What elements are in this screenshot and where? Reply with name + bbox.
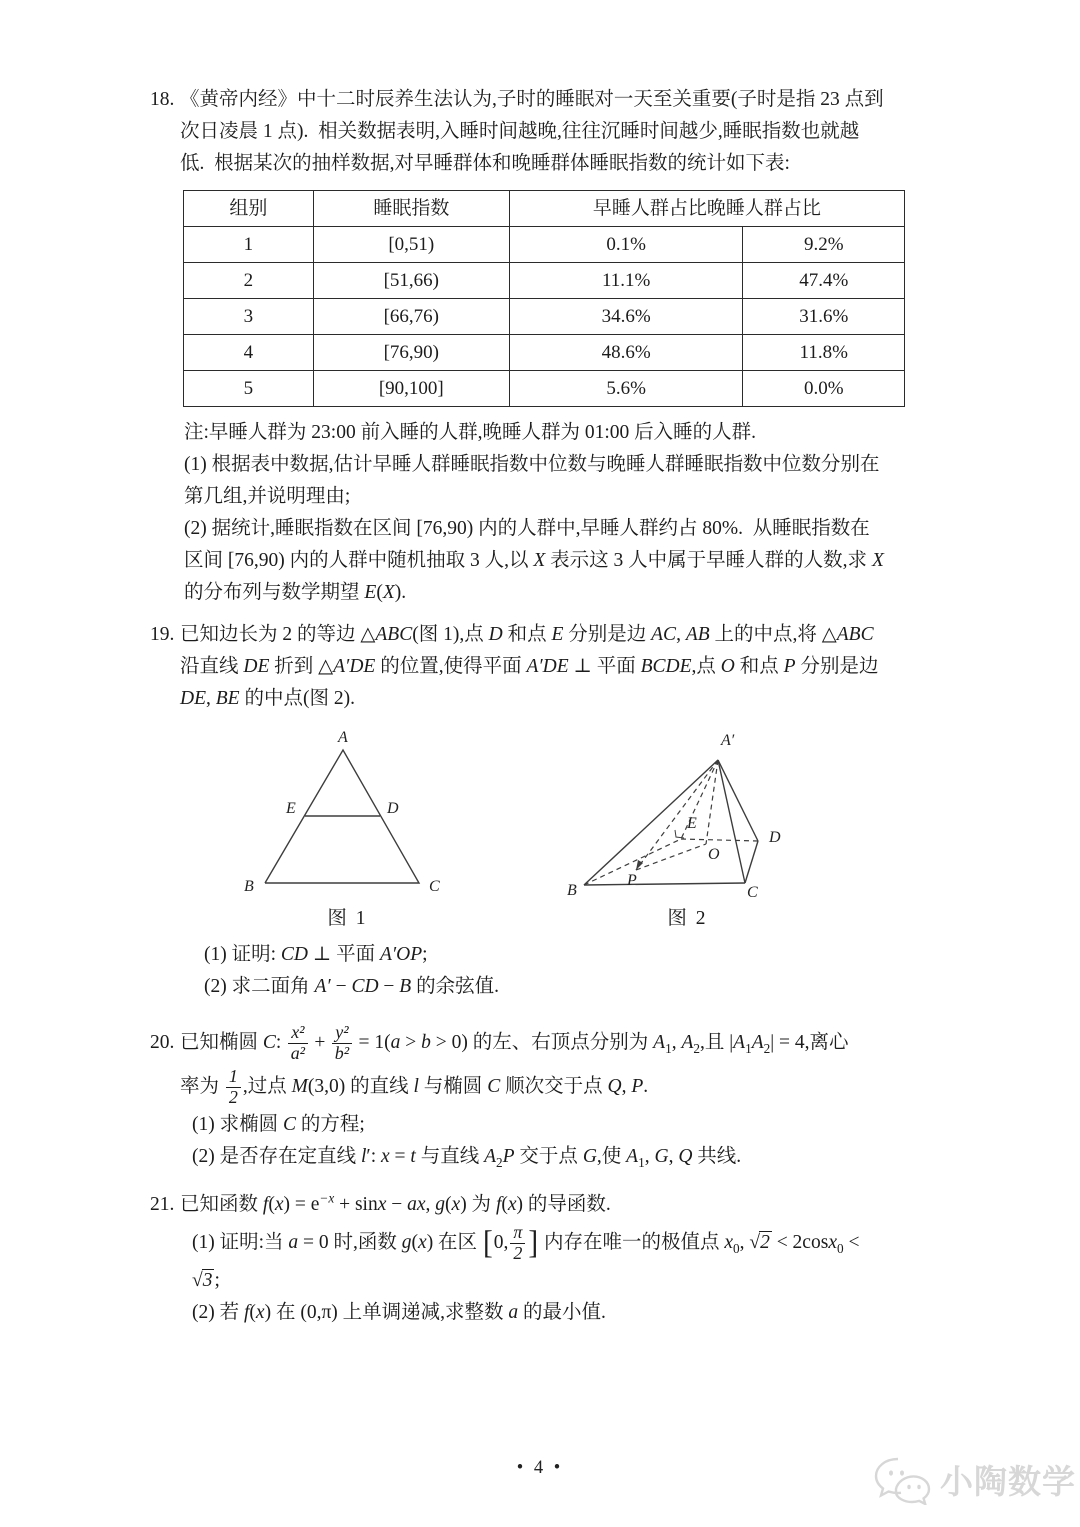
table-row — [184, 371, 905, 407]
table-cell: [51,66) — [313, 263, 509, 299]
watermark-text: 小陶数学 — [940, 1464, 1076, 1501]
table-cell: 47.4% — [743, 263, 905, 299]
label-B: B — [567, 882, 577, 899]
figure-1-caption: 图 1 — [327, 908, 368, 929]
table-row — [184, 227, 905, 263]
text-line: 区间 [76,90) 内的人群中随机抽取 3 人,以 X 表示这 3 人中属于早睡人群的人数,求 X — [184, 550, 884, 571]
table-cell: [76,90) — [313, 335, 509, 371]
label-C: C — [429, 878, 440, 895]
table-cell: 5 — [184, 371, 314, 407]
problem-20 — [150, 1021, 930, 1173]
col-header-sleep-index: 睡眠指数 — [313, 191, 509, 227]
sleep-index-table — [183, 190, 905, 407]
table-cell: [90,100] — [313, 371, 509, 407]
problem-21-q1-line-1: (1) 证明:当 a = 0 时,函数 g(x) 在区 [0, $\frac{\pi}{2}$ ] 内存在唯一的极值点 $x_0$, √2 < 2cosx$_0$ < — [192, 1222, 860, 1264]
problem-18-number: 18. — [150, 89, 175, 110]
figure-1 — [220, 727, 475, 935]
problem-18-q1 — [184, 449, 930, 513]
text-line: 的分布列与数学期望 E(X). — [184, 582, 407, 603]
problem-21-number: 21. — [150, 1194, 175, 1215]
label-O: O — [708, 846, 720, 863]
table-note: 注:早睡人群为 23:00 前入睡的人群,晚睡人群为 01:00 后入睡的人群. — [184, 422, 757, 443]
problem-19 — [150, 619, 930, 1003]
text-line: (1) 根据表中数据,估计早睡人群睡眠指数中位数与晚睡人群睡眠指数中位数分别在 — [184, 454, 880, 475]
pyramid-figure — [545, 727, 830, 899]
text-line: 已知函数 $f(x) = e^{-x} + \sin x$ − ax, g(x) 为 f(x) 的导函数. — [180, 1190, 611, 1215]
label-A-prime: A′ — [721, 732, 735, 749]
problem-18-q2 — [184, 513, 930, 609]
table-cell: 9.2% — [743, 227, 905, 263]
table-cell: 11.8% — [743, 335, 905, 371]
figure-2 — [545, 727, 830, 935]
table-header-row — [184, 191, 905, 227]
problem-18-line-3: 低. 根据某次的抽样数据,对早睡群体和晚睡群体睡眠指数的统计如下表: — [180, 153, 790, 174]
problem-18-line-2: 次日凌晨 1 点). 相关数据表明,入睡时间越晚,往往沉睡时间越少,睡眠指数也就越 — [180, 121, 860, 142]
problem-18 — [150, 84, 930, 609]
text-line: 《黄帝内经》中十二时辰养生法认为,子时的睡眠对一天至关重要(子时是指 23 点到 — [180, 89, 884, 110]
problem-21 — [150, 1189, 930, 1329]
table-cell: 4 — [184, 335, 314, 371]
table-cell: 48.6% — [509, 335, 743, 371]
problem-20-line-1 — [150, 1021, 930, 1065]
page-number: • 4 • — [516, 1458, 564, 1478]
text-line: 第几组,并说明理由; — [184, 486, 351, 507]
table-cell: [0,51) — [313, 227, 509, 263]
problem-20-questions — [192, 1109, 930, 1173]
problem-21-q1-line-2: √3 ; — [192, 1270, 220, 1291]
problem-19-number: 19. — [150, 624, 175, 645]
problem-19-line-3: DE, BE 的中点(图 2). — [180, 688, 355, 709]
text-line: 已知椭圆 C: $\frac{\text{x²}}{\text{a²}}$ + $\frac{\text{y²}}{\text{b²}}$ = 1(a > b > 0) 的左、右顶点分别为 $A_1$, $A_2$,且 $|A_1A_2| = 4$,离心 — [180, 1022, 849, 1064]
problem-20-number: 20. — [150, 1032, 175, 1053]
label-B: B — [244, 878, 254, 895]
text-line: (2) 据统计,睡眠指数在区间 [76,90) 内的人群中,早睡人群约占 80%. 从睡眠指数在 — [184, 518, 870, 539]
problem-19-line-1 — [150, 619, 930, 651]
label-E: E — [687, 815, 697, 832]
label-D: D — [769, 829, 781, 846]
table-cell: 11.1% — [509, 263, 743, 299]
table-cell: 0.1% — [509, 227, 743, 263]
table-cell: 5.6% — [509, 371, 743, 407]
problem-19-line-2: 沿直线 DE 折到 △A′DE 的位置,使得平面 A′DE ⊥ 平面 BCDE,点 O 和点 P 分别是边 — [180, 656, 879, 677]
table-cell: 1 — [184, 227, 314, 263]
figure-row — [220, 727, 930, 935]
table-row — [184, 299, 905, 335]
table-row — [184, 335, 905, 371]
problem-19-q2: (2) 求二面角 A′ − CD − B 的余弦值. — [204, 976, 499, 997]
label-C: C — [747, 884, 758, 899]
problem-19-questions — [204, 939, 930, 1003]
table-cell: 2 — [184, 263, 314, 299]
problem-18-line-1 — [150, 84, 930, 116]
table-cell: [66,76) — [313, 299, 509, 335]
table-row — [184, 263, 905, 299]
text-line: 已知边长为 2 的等边 △ABC(图 1),点 D 和点 E 分别是边 AC, AB 上的中点,将 △ABC — [180, 624, 874, 645]
triangle-figure — [220, 727, 475, 899]
problem-20-q2: (2) 是否存在定直线 l′: x = t 与直线 $A_2P$ 交于点 G,使 $A_1$, G, Q 共线. — [192, 1146, 742, 1170]
watermark — [868, 1453, 1076, 1505]
col-header-ratios: 早睡人群占比晚睡人群占比 — [509, 191, 904, 227]
problem-19-q1: (1) 证明: CD ⊥ 平面 A′OP; — [204, 944, 428, 965]
table-cell: 0.0% — [743, 371, 905, 407]
problem-21-line-1 — [150, 1189, 930, 1221]
table-cell: 34.6% — [509, 299, 743, 335]
table-cell: 3 — [184, 299, 314, 335]
problem-21-questions — [192, 1221, 930, 1329]
label-E: E — [286, 800, 296, 817]
label-D: D — [387, 800, 399, 817]
wechat-icon — [868, 1453, 940, 1505]
problem-21-q2: (2) 若 f(x) 在 (0,π) 上单调递减,求整数 a 的最小值. — [192, 1302, 606, 1323]
problem-20-line-2: 率为 $\frac{1}{2}$ ,过点 M(3,0) 的直线 l 与椭圆 C 顺次交于点 Q, P. — [180, 1066, 649, 1108]
label-A: A — [338, 729, 348, 746]
label-P: P — [627, 872, 637, 889]
figure-2-caption: 图 2 — [667, 908, 708, 929]
problem-20-q1: (1) 求椭圆 C 的方程; — [192, 1114, 365, 1135]
table-cell: 31.6% — [743, 299, 905, 335]
col-header-group: 组别 — [184, 191, 314, 227]
